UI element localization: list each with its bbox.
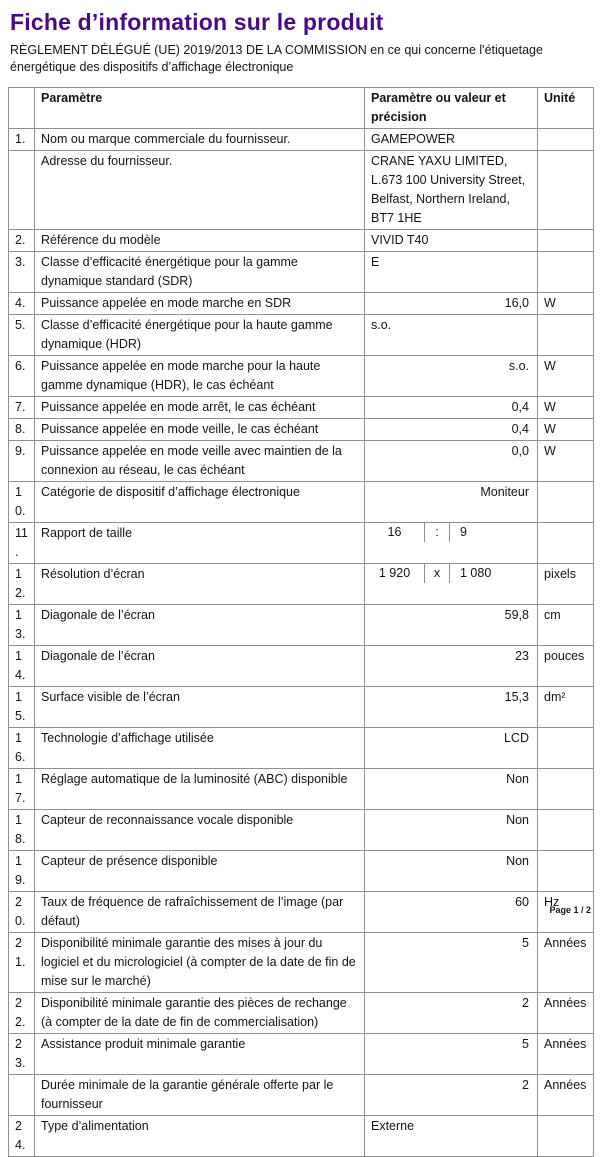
row-value: 5 [365,1034,538,1075]
row-parameter: Disponibilité minimale garantie des pièces de rechange (à compter de la date de fin de commercialisation) [35,993,365,1034]
row-value: Moniteur [365,482,538,523]
row-unit: W [538,441,594,482]
row-value: 5 [365,933,538,993]
row-number: 2. [9,230,35,252]
row-value: 59,8 [365,605,538,646]
row-number: 21. [9,933,35,993]
row-unit: Années [538,1034,594,1075]
row-value: Non [365,769,538,810]
row-value: Non [365,851,538,892]
row-value: s.o. [365,315,538,356]
row-parameter: Classe d’efficacité énergétique pour la haute gamme dynamique (HDR) [35,315,365,356]
row-unit [538,230,594,252]
row-parameter: Capteur de présence disponible [35,851,365,892]
table-row [9,129,594,151]
row-number: 3. [9,252,35,293]
table-row [9,810,594,851]
row-unit: W [538,397,594,419]
page-number: Page 1 / 2 [549,905,591,915]
table-row [9,482,594,523]
table-header-row [9,88,594,129]
row-unit: pouces [538,646,594,687]
row-unit [538,851,594,892]
row-number: 15. [9,687,35,728]
table-row [9,933,594,993]
row-value: E [365,252,538,293]
row-parameter: Durée minimale de la garantie générale offerte par le fournisseur [35,1075,365,1116]
table-row [9,315,594,356]
row-value: 0,4 [365,397,538,419]
row-parameter: Technologie d’affichage utilisée [35,728,365,769]
table-row [9,356,594,397]
row-unit [538,1116,594,1157]
row-value-resolution [365,564,538,605]
aspect-ratio-height: 9 [460,525,467,539]
row-value: 0,4 [365,419,538,441]
table-row [9,293,594,315]
row-unit: W [538,419,594,441]
row-value: 2 [365,993,538,1034]
table-row [9,687,594,728]
table-row [9,523,594,564]
row-number: 23. [9,1034,35,1075]
row-value: 0,0 [365,441,538,482]
row-number: 24. [9,1116,35,1157]
row-number: 1. [9,129,35,151]
row-parameter: Assistance produit minimale garantie [35,1034,365,1075]
row-number: 13. [9,605,35,646]
row-unit [538,482,594,523]
table-row [9,564,594,605]
row-value: LCD [365,728,538,769]
row-unit: W [538,356,594,397]
row-number: 11. [9,523,35,564]
header-unit: Unité [538,88,594,129]
table-row [9,151,594,230]
row-parameter: Puissance appelée en mode veille, le cas échéant [35,419,365,441]
row-unit: Hz [538,892,594,933]
row-number: 20. [9,892,35,933]
row-value-aspect-ratio [365,523,538,564]
row-number: 8. [9,419,35,441]
row-number: 18. [9,810,35,851]
row-unit [538,769,594,810]
row-number: 17. [9,769,35,810]
row-number: 12. [9,564,35,605]
resolution-separator: x [425,564,450,583]
row-unit: cm [538,605,594,646]
header-parameter: Paramètre [35,88,365,129]
row-value: 16,0 [365,293,538,315]
table-row [9,441,594,482]
table-row [9,728,594,769]
table-row [9,646,594,687]
row-unit [538,810,594,851]
row-parameter: Puissance appelée en mode veille avec maintien de la connexion au réseau, le cas échéant [35,441,365,482]
table-row [9,993,594,1034]
aspect-ratio-separator: : [425,523,450,542]
row-number: 14. [9,646,35,687]
row-value: 2 [365,1075,538,1116]
row-number: 22. [9,993,35,1034]
row-parameter: Catégorie de dispositif d’affichage électronique [35,482,365,523]
row-parameter: Disponibilité minimale garantie des mises à jour du logiciel et du micrologiciel (à compter de la date de fin de mise sur le marché) [35,933,365,993]
row-parameter: Réglage automatique de la luminosité (ABC) disponible [35,769,365,810]
row-number: 7. [9,397,35,419]
row-parameter: Puissance appelée en mode marche pour la haute gamme dynamique (HDR), le cas échéant [35,356,365,397]
row-unit [538,151,594,230]
row-value: VIVID T40 [365,230,538,252]
row-number: 5. [9,315,35,356]
row-parameter: Résolution d’écran [35,564,365,605]
row-unit [538,252,594,293]
row-number: 16. [9,728,35,769]
row-parameter: Référence du modèle [35,230,365,252]
header-empty [9,88,35,129]
row-value: s.o. [365,356,538,397]
row-unit [538,523,594,564]
aspect-ratio-width: 16 [365,523,425,542]
row-unit [538,728,594,769]
row-parameter: Adresse du fournisseur. [35,151,365,230]
row-unit: pixels [538,564,594,605]
row-unit [538,129,594,151]
row-parameter: Nom ou marque commerciale du fournisseur. [35,129,365,151]
header-value: Paramètre ou valeur et précision [365,88,538,129]
row-value: Non [365,810,538,851]
row-parameter: Puissance appelée en mode arrêt, le cas échéant [35,397,365,419]
row-unit: Années [538,993,594,1034]
row-number: 10. [9,482,35,523]
table-row [9,1116,594,1157]
row-parameter: Taux de fréquence de rafraîchissement de l’image (par défaut) [35,892,365,933]
product-info-table [8,87,594,1157]
row-unit: W [538,293,594,315]
regulation-text: RÈGLEMENT DÉLÉGUÉ (UE) 2019/2013 DE LA COMMISSION en ce qui concerne l'étiquetage énergétique des dispositifs d’affichage électronique [10,43,543,74]
row-parameter: Diagonale de l’écran [35,605,365,646]
row-value: 23 [365,646,538,687]
row-number [9,1075,35,1116]
table-row [9,1075,594,1116]
table-row [9,252,594,293]
row-value: CRANE YAXU LIMITED, L.673 100 University Street, Belfast, Northern Ireland, BT7 1HE [365,151,538,230]
resolution-width: 1 920 [365,564,425,583]
table-row [9,419,594,441]
page-title: Fiche d’information sur le produit [10,9,384,35]
resolution-height: 1 080 [460,566,492,580]
row-parameter: Type d’alimentation [35,1116,365,1157]
row-value: GAMEPOWER [365,129,538,151]
row-number: 6. [9,356,35,397]
table-row [9,397,594,419]
table-row [9,892,594,933]
table-row [9,769,594,810]
row-parameter: Classe d’efficacité énergétique pour la gamme dynamique standard (SDR) [35,252,365,293]
row-number: 9. [9,441,35,482]
row-unit: Années [538,933,594,993]
row-number [9,151,35,230]
row-number: 4. [9,293,35,315]
row-number: 19. [9,851,35,892]
row-unit: Années [538,1075,594,1116]
table-row [9,851,594,892]
table-row [9,605,594,646]
row-parameter: Puissance appelée en mode marche en SDR [35,293,365,315]
row-parameter: Surface visible de l’écran [35,687,365,728]
row-value: Externe [365,1116,538,1157]
row-unit: dm² [538,687,594,728]
table-row [9,1034,594,1075]
row-value: 15,3 [365,687,538,728]
row-value: 60 [365,892,538,933]
row-unit [538,315,594,356]
table-row [9,230,594,252]
row-parameter: Rapport de taille [35,523,365,564]
row-parameter: Diagonale de l’écran [35,646,365,687]
row-parameter: Capteur de reconnaissance vocale disponible [35,810,365,851]
